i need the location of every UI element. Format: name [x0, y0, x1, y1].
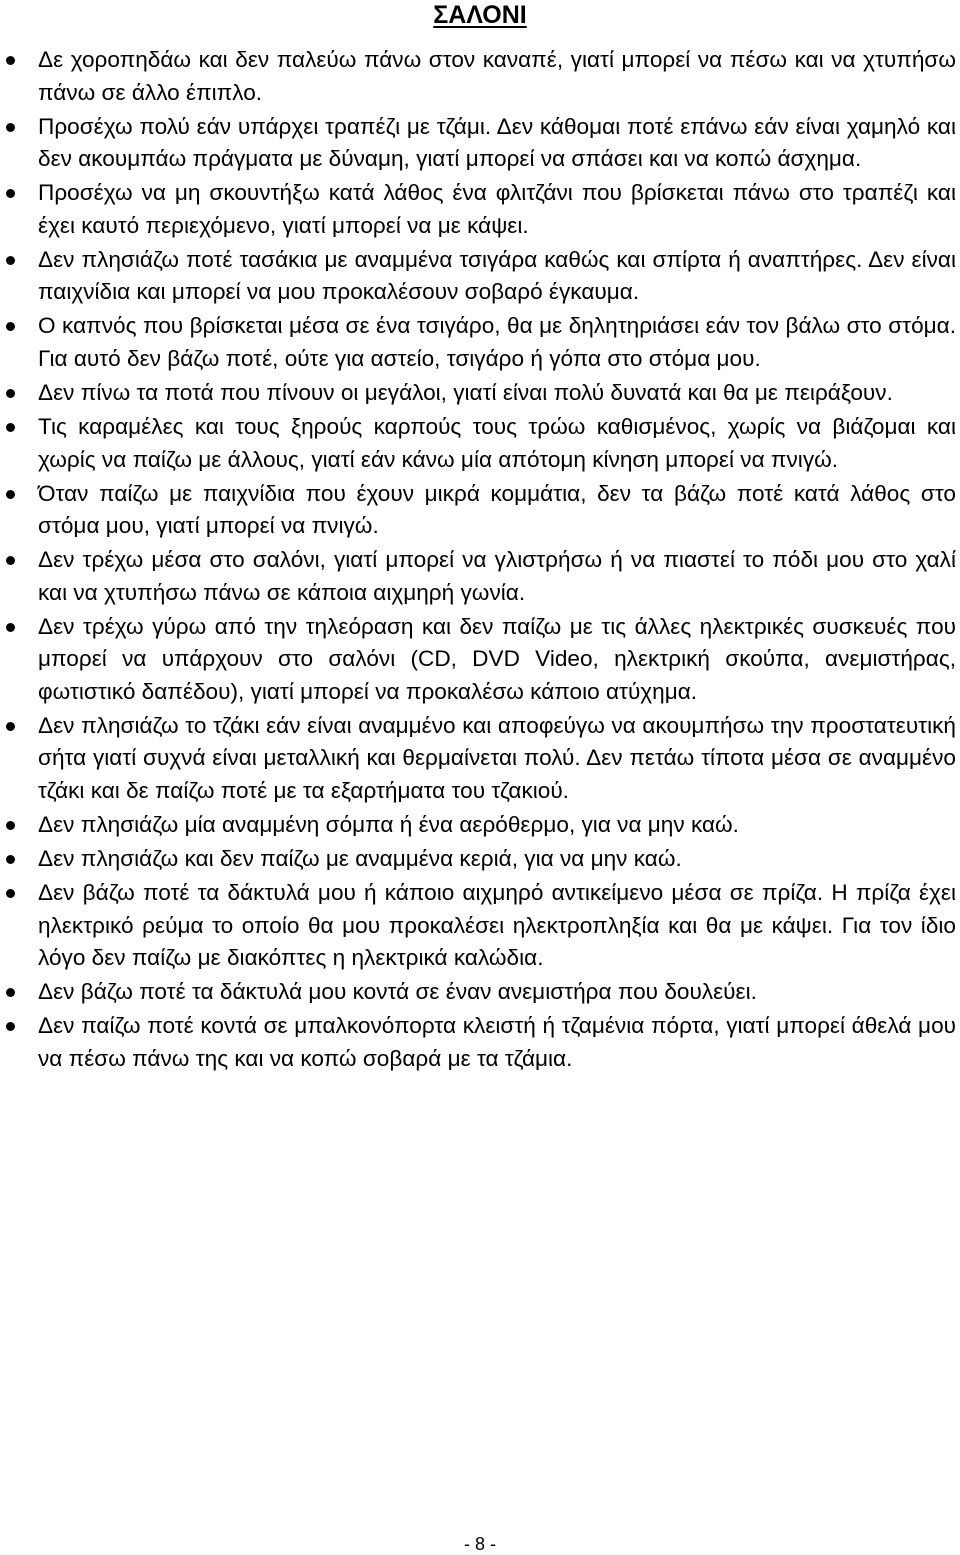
bullet-icon: [6, 389, 15, 398]
list-item-text: Δεν βάζω ποτέ τα δάκτυλά μου κοντά σε έναν ανεμιστήρα που δουλεύει.: [38, 979, 757, 1005]
bullet-icon: [6, 889, 15, 898]
safety-rules-list: [0, 44, 960, 1077]
list-item: [0, 843, 960, 876]
bullet-icon: [6, 988, 15, 997]
list-item: [0, 976, 960, 1009]
bullet-icon: [6, 256, 15, 265]
list-item-text: Δεν βάζω ποτέ τα δάκτυλά μου ή κάποιο αιχμηρό αντικείμενο μέσα σε πρίζα. Η πρίζα έχει ηλεκτρικό ρεύμα το οποίο θα μου προκαλέσει ηλεκτροπληξία και θα με κάψει. Για τον ίδιο λόγο δεν παίζω με διακόπτες η ηλεκτρικά καλώδια.: [38, 880, 956, 971]
bullet-icon: [6, 123, 15, 132]
bullet-icon: [6, 623, 15, 632]
list-item: [0, 310, 960, 375]
list-item: [0, 44, 960, 109]
bullet-icon: [6, 855, 15, 864]
list-item: [0, 244, 960, 309]
bullet-icon: [6, 322, 15, 331]
list-item-text: Δεν πλησιάζω και δεν παίζω με αναμμένα κεριά, για να μην καώ.: [38, 846, 682, 872]
list-item-text: Δεν τρέχω μέσα στο σαλόνι, γιατί μπορεί να γλιστρήσω ή να πιαστεί το πόδι μου στο χαλί και να χτυπήσω πάνω σε κάποια αιχμηρή γωνία.: [38, 547, 956, 605]
list-item-text: Δεν πίνω τα ποτά που πίνουν οι μεγάλοι, γιατί είναι πολύ δυνατά και θα με πειράξουν.: [38, 379, 893, 405]
bullet-icon: [6, 423, 15, 432]
list-item-text: Δε χοροπηδάω και δεν παλεύω πάνω στον καναπέ, γιατί μπορεί να πέσω και να χτυπήσω πάνω σε άλλο έπιπλο.: [38, 47, 956, 105]
bullet-icon: [6, 490, 15, 499]
bullet-icon: [6, 722, 15, 731]
list-item: [0, 478, 960, 543]
list-item-text: Όταν παίζω με παιχνίδια που έχουν μικρά κομμάτια, δεν τα βάζω ποτέ κατά λάθος στο στόμα μου, γιατί μπορεί να πνιγώ.: [38, 480, 956, 539]
page-title: ΣΑΛΟΝΙ: [433, 1, 527, 29]
list-item-text: Τις καραμέλες και τους ξηρούς καρπούς τους τρώω καθισμένος, χωρίς να βιάζομαι και χωρίς να παίζω με άλλους, γιατί εάν κάνω μία απότομη κίνηση μπορεί να πνιγώ.: [38, 414, 956, 472]
list-item: [0, 411, 960, 476]
list-item-text: Δεν πλησιάζω μία αναμμένη σόμπα ή ένα αερόθερμο, για να μην καώ.: [38, 812, 739, 838]
list-item-text: Προσέχω πολύ εάν υπάρχει τραπέζι με τζάμι. Δεν κάθομαι ποτέ επάνω εάν είναι χαμηλό και δεν ακουμπάω πράγματα με δύναμη, γιατί μπορεί να σπάσει και να κοπώ άσχημα.: [38, 113, 956, 172]
list-item: [0, 544, 960, 609]
list-item: [0, 377, 960, 410]
list-item: [0, 1010, 960, 1075]
bullet-icon: [6, 556, 15, 565]
list-item-text: Δεν πλησιάζω ποτέ τασάκια με αναμμένα τσιγάρα καθώς και σπίρτα ή αναπτήρες. Δεν είναι παιχνίδια και μπορεί να μου προκαλέσουν σοβαρό έγκαυμα.: [38, 246, 956, 305]
list-item-text: Ο καπνός που βρίσκεται μέσα σε ένα τσιγάρο, θα με δηλητηριάσει εάν τον βάλω στο στόμα. Για αυτό δεν βάζω ποτέ, ούτε για αστείο, τσιγάρο ή γόπα στο στόμα μου.: [38, 313, 956, 371]
list-item-text: Δεν τρέχω γύρω από την τηλεόραση και δεν παίζω με τις άλλες ηλεκτρικές συσκευές που μπορεί να υπάρχουν στο σαλόνι (CD, DVD Video, ηλεκτρική σκούπα, ανεμιστήρας, φωτιστικό δαπέδου), γιατί μπορεί να προκαλέσω κάποιο ατύχημα.: [38, 613, 956, 704]
list-item: [0, 611, 960, 709]
list-item-text: Προσέχω να μη σκουντήξω κατά λάθος ένα φλιτζάνι που βρίσκεται πάνω στο τραπέζι και έχει καυτό περιεχόμενο, γιατί μπορεί να με κάψει.: [38, 180, 956, 238]
list-item: [0, 809, 960, 842]
list-item: [0, 710, 960, 808]
bullet-icon: [6, 1022, 15, 1031]
list-item: [0, 111, 960, 176]
list-item: [0, 177, 960, 242]
list-item-text: Δεν πλησιάζω το τζάκι εάν είναι αναμμένο και αποφεύγω να ακουμπήσω την προστατευτική σήτα γιατί συχνά είναι μεταλλική και θερμαίνεται πολύ. Δεν πετάω τίποτα μέσα σε αναμμένο τζάκι και δε παίζω ποτέ με τα εξαρτήματα του τζακιού.: [38, 712, 956, 803]
bullet-icon: [6, 189, 15, 198]
page-number: - 8 -: [463, 1534, 496, 1554]
list-item: [0, 877, 960, 975]
list-item-text: Δεν παίζω ποτέ κοντά σε μπαλκονόπορτα κλειστή ή τζαμένια πόρτα, γιατί μπορεί άθελά μου να πέσω πάνω της και να κοπώ σοβαρά με τα τζάμια.: [38, 1013, 956, 1071]
bullet-icon: [6, 56, 15, 65]
bullet-icon: [6, 821, 15, 830]
